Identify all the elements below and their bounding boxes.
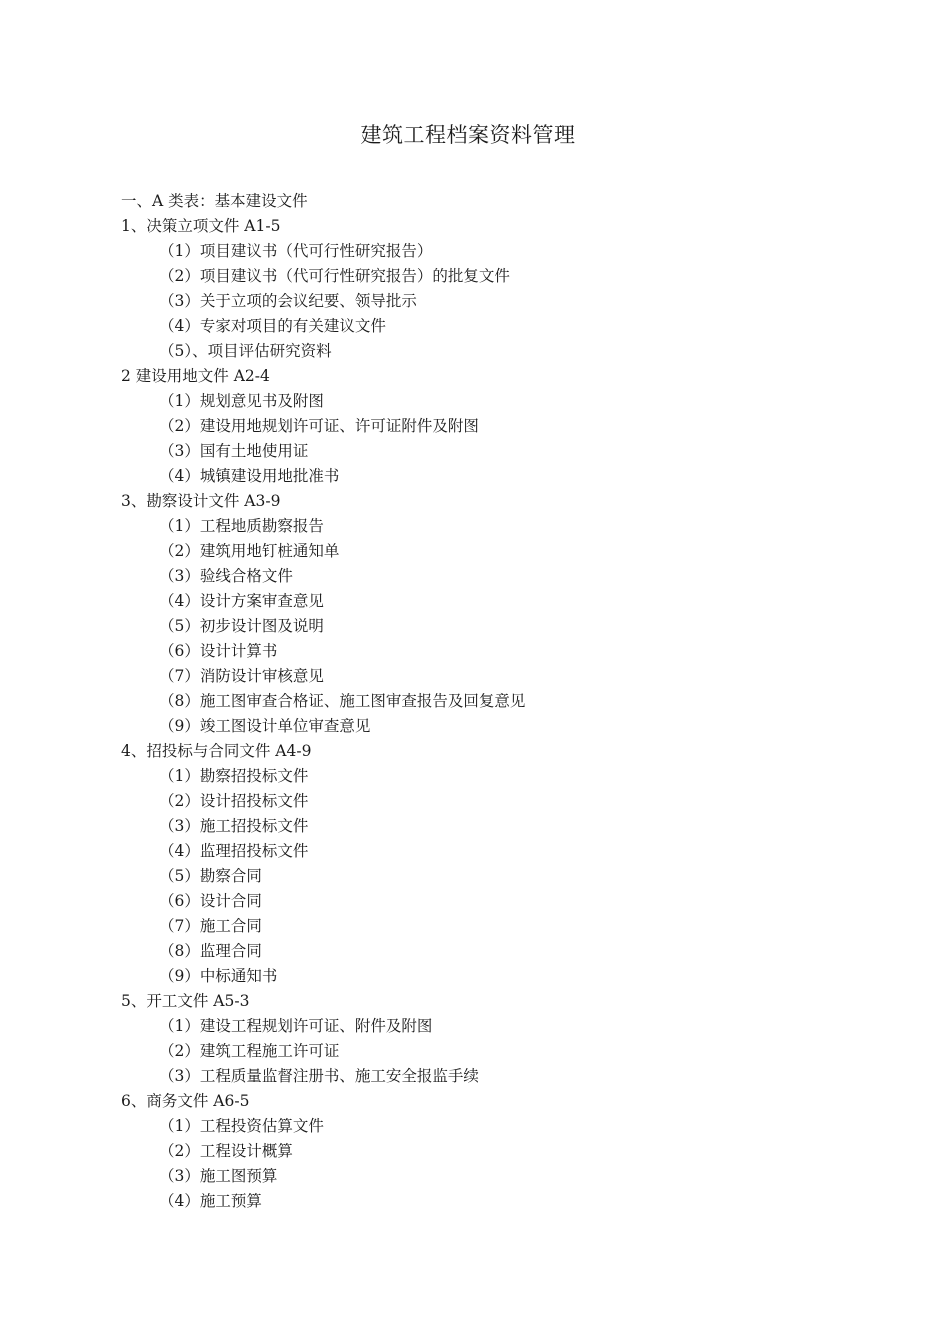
list-item: （6）设计计算书	[159, 642, 278, 660]
list-item: （9）中标通知书	[159, 967, 278, 985]
section-heading: 5、开工文件 A5-3	[121, 992, 250, 1010]
list-item: （5）勘察合同	[159, 867, 262, 885]
list-item: （2）设计招投标文件	[159, 792, 309, 810]
list-item: （6）设计合同	[159, 892, 262, 910]
category-heading: 一、A 类表：基本建设文件	[121, 192, 308, 210]
document-title: 建筑工程档案资料管理	[360, 123, 576, 147]
list-item: （7）消防设计审核意见	[159, 667, 324, 685]
list-item: （2）工程设计概算	[159, 1142, 293, 1160]
list-item: （1）规划意见书及附图	[159, 392, 324, 410]
list-item: （3）验线合格文件	[159, 567, 293, 585]
list-item: （1）工程投资估算文件	[159, 1117, 324, 1135]
document-body	[121, 189, 841, 1214]
list-item: （9）竣工图设计单位审查意见	[159, 717, 371, 735]
list-item: （8）监理合同	[159, 942, 262, 960]
section-heading: 3、勘察设计文件 A3-9	[121, 492, 281, 510]
list-item: （2）建筑用地钉桩通知单	[159, 542, 340, 560]
list-item: （3）工程质量监督注册书、施工安全报监手续	[159, 1067, 479, 1085]
list-item: （2）项目建议书（代可行性研究报告）的批复文件	[159, 267, 510, 285]
list-item: （1）建设工程规划许可证、附件及附图	[159, 1017, 433, 1035]
list-item: （1）项目建议书（代可行性研究报告）	[159, 242, 433, 260]
section-heading: 2 建设用地文件 A2-4	[121, 367, 270, 385]
list-item: （3）施工图预算	[159, 1167, 278, 1185]
list-item: （4）城镇建设用地批准书	[159, 467, 340, 485]
section-heading: 6、商务文件 A6-5	[121, 1092, 250, 1110]
list-item: （5）初步设计图及说明	[159, 617, 324, 635]
list-item: （3）施工招投标文件	[159, 817, 309, 835]
list-item: （7）施工合同	[159, 917, 262, 935]
list-item: （4）施工预算	[159, 1192, 262, 1210]
list-item: （2）建设用地规划许可证、许可证附件及附图	[159, 417, 479, 435]
list-item: （1）勘察招投标文件	[159, 767, 309, 785]
list-item: （2）建筑工程施工许可证	[159, 1042, 340, 1060]
list-item: （4）设计方案审查意见	[159, 592, 324, 610]
list-item: （3）国有土地使用证	[159, 442, 309, 460]
list-item: （1）工程地质勘察报告	[159, 517, 324, 535]
list-item: （3）关于立项的会议纪要、领导批示	[159, 292, 417, 310]
list-item: （4）专家对项目的有关建议文件	[159, 317, 386, 335]
section-heading: 4、招投标与合同文件 A4-9	[121, 742, 312, 760]
list-item: （5）、项目评估研究资料	[159, 342, 332, 360]
list-item: （4）监理招投标文件	[159, 842, 309, 860]
list-item: （8）施工图审查合格证、施工图审查报告及回复意见	[159, 692, 526, 710]
section-heading: 1、决策立项文件 A1-5	[121, 217, 281, 235]
